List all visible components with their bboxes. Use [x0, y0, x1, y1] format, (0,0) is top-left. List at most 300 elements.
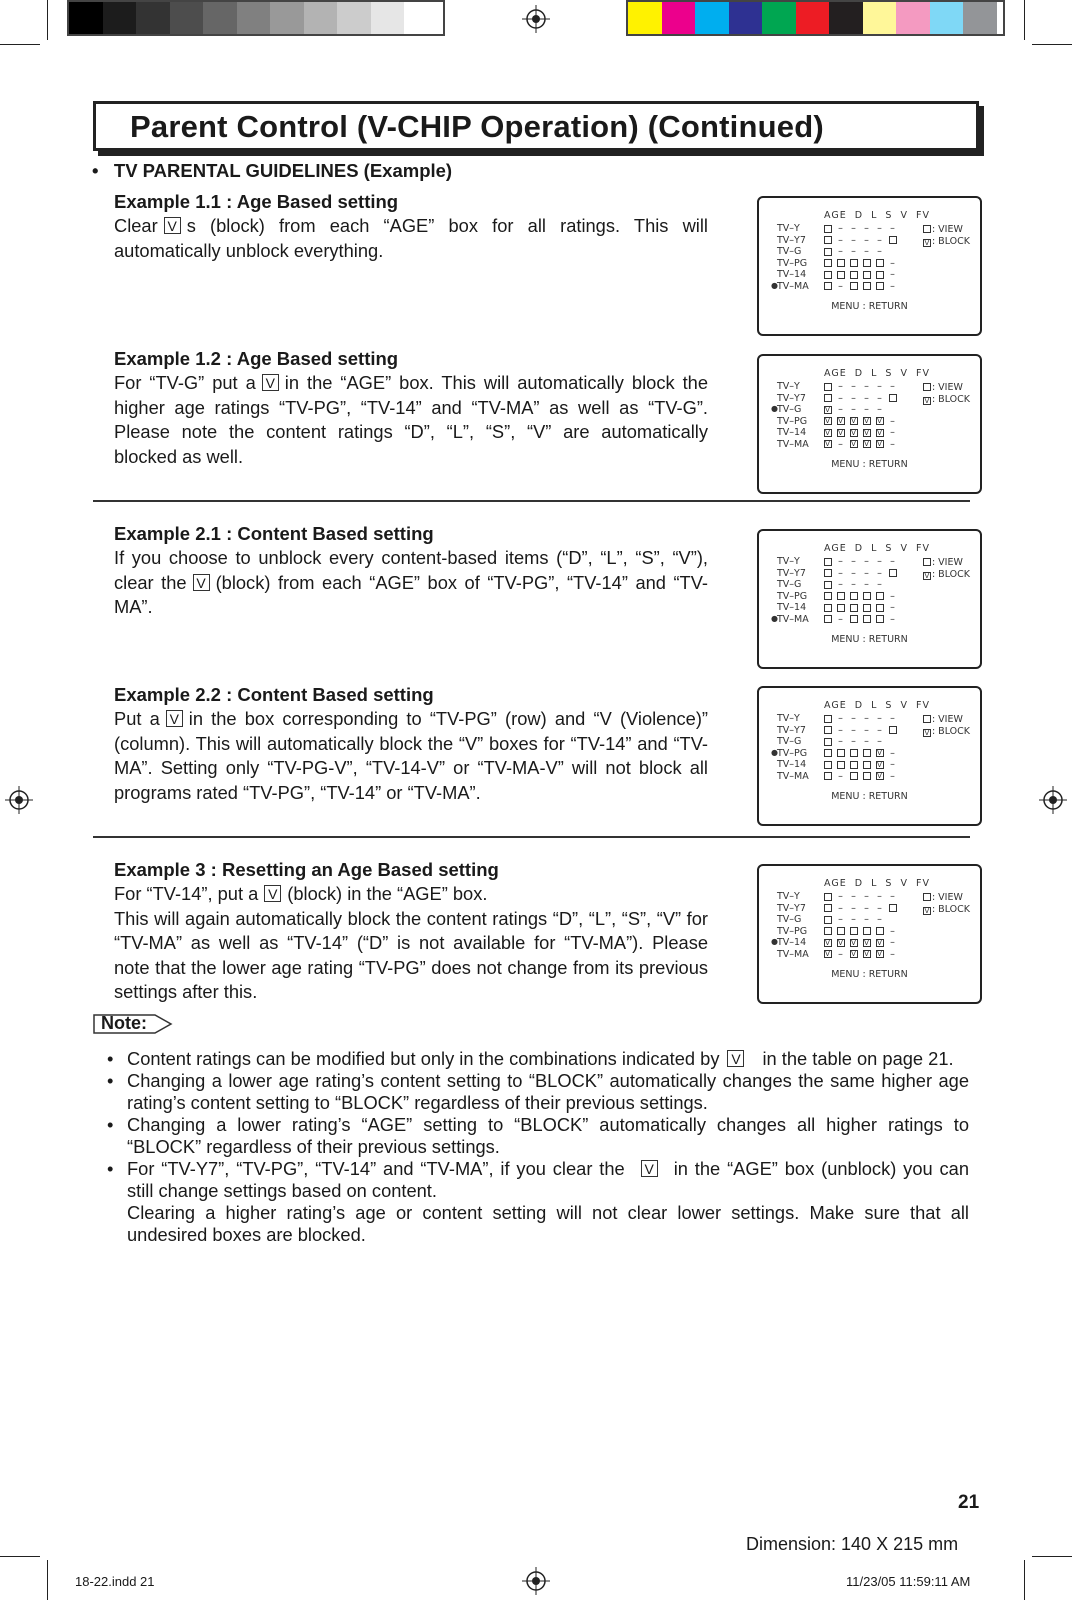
- osd-rating-label: TV–Y: [777, 891, 800, 902]
- osd-cell: –: [838, 567, 843, 579]
- color-swatch: [270, 2, 304, 34]
- color-swatch: [863, 2, 897, 34]
- empty-box-icon: [824, 772, 832, 780]
- osd-cell: –: [877, 736, 882, 747]
- empty-box-icon: [824, 715, 832, 723]
- osd-cell: [860, 258, 873, 268]
- example-heading: Example 1.2 : Age Based setting: [114, 348, 399, 369]
- osd-rating-label: TV–Y7: [777, 234, 806, 246]
- checked-box-icon: V: [838, 428, 843, 437]
- empty-box-icon: [824, 761, 832, 769]
- osd-cell: –: [838, 381, 843, 392]
- osd-cell: [834, 416, 847, 426]
- example-body: If you choose to unblock every content-based items (“D”, “L”, “S”, “V”), clear the V (block) from each “AGE” box of “TV-PG”, “TV-14” and “TV-MA”.: [114, 547, 708, 617]
- osd-menu-return: MENU : RETURN: [831, 634, 908, 645]
- osd-cell: –: [890, 713, 895, 724]
- osd-rating-row: [777, 903, 899, 915]
- registration-mark-icon: [5, 786, 33, 814]
- osd-cell: [860, 428, 873, 438]
- process-color-bar: [626, 0, 1005, 36]
- osd-rating-label: TV–MA: [777, 438, 809, 450]
- example-2-2: [114, 683, 708, 805]
- osd-cell: –: [838, 724, 843, 736]
- osd-cell: [847, 938, 860, 948]
- empty-box-icon: [824, 558, 832, 566]
- osd-cell: [821, 281, 834, 291]
- osd-rating-row: [777, 602, 899, 614]
- osd-rating-grid: [777, 381, 899, 450]
- osd-cell: [821, 614, 834, 624]
- osd-cell: [834, 760, 847, 770]
- osd-rating-row: [777, 591, 899, 603]
- color-swatch: [695, 2, 729, 34]
- osd-cell: –: [851, 902, 856, 914]
- osd-cell: –: [890, 937, 895, 948]
- empty-box-icon: [824, 225, 832, 233]
- osd-cell: [873, 926, 886, 936]
- legend-block: : BLOCK: [931, 235, 970, 247]
- osd-rating-label: TV–14: [777, 427, 807, 438]
- color-swatch: [304, 2, 338, 34]
- osd-cell: [860, 760, 873, 770]
- osd-rating-label: TV–MA: [777, 948, 809, 960]
- osd-cell: –: [864, 724, 869, 736]
- crop-mark: [1024, 1560, 1025, 1600]
- osd-cell: [821, 603, 834, 613]
- empty-box-icon: [863, 271, 871, 279]
- osd-cell: [821, 416, 834, 426]
- osd-rating-row: [777, 725, 899, 737]
- osd-rating-row: [777, 949, 899, 961]
- osd-cell: –: [851, 381, 856, 392]
- checked-box-icon: V: [825, 440, 830, 449]
- checked-box-icon: V: [877, 772, 882, 781]
- osd-menu-return: MENU : RETURN: [831, 459, 908, 470]
- osd-menu-return: MENU : RETURN: [831, 969, 908, 980]
- crop-mark: [0, 1556, 40, 1557]
- osd-cell: [860, 938, 873, 948]
- color-swatch: [404, 2, 438, 34]
- checked-box-icon: V: [851, 440, 856, 449]
- color-swatch: [69, 2, 103, 34]
- osd-cell: –: [890, 948, 895, 960]
- osd-menu-return: MENU : RETURN: [831, 301, 908, 312]
- empty-box-icon: [824, 236, 832, 244]
- osd-cell: [860, 926, 873, 936]
- osd-cell: [847, 771, 860, 781]
- empty-box-icon: [889, 726, 897, 734]
- color-swatch: [796, 2, 830, 34]
- osd-rating-label: TV–PG: [777, 590, 808, 602]
- osd-rating-label: TV–PG: [777, 257, 808, 269]
- checked-box-icon: V: [877, 938, 882, 947]
- osd-cell: –: [877, 404, 882, 415]
- checked-box-icon: V: [877, 749, 882, 758]
- osd-rating-label: TV–14: [777, 269, 807, 280]
- osd-cell: –: [877, 902, 882, 914]
- checked-box-icon: V: [877, 417, 882, 426]
- check-box-icon: V: [262, 374, 279, 391]
- osd-cell: [847, 614, 860, 624]
- osd-menu-return: MENU : RETURN: [831, 791, 908, 802]
- empty-box-icon: [824, 749, 832, 757]
- osd-cell: [886, 903, 899, 913]
- osd-cell: –: [864, 381, 869, 392]
- empty-box-icon: [824, 248, 832, 256]
- osd-cell: –: [838, 713, 843, 724]
- empty-box-icon: [863, 604, 871, 612]
- osd-cell: –: [890, 770, 895, 782]
- empty-box-icon: [850, 772, 858, 780]
- osd-legend: [923, 382, 970, 405]
- osd-cell: [821, 949, 834, 959]
- osd-rating-row: [777, 614, 899, 626]
- empty-box-icon: [876, 604, 884, 612]
- osd-cell: –: [864, 891, 869, 902]
- osd-cell: –: [838, 438, 843, 450]
- color-swatch: [762, 2, 796, 34]
- example-heading: Example 2.1 : Content Based setting: [114, 523, 434, 544]
- osd-cell: [886, 235, 899, 245]
- osd-cell: –: [864, 392, 869, 404]
- color-swatch: [237, 2, 271, 34]
- osd-rating-label: TV–14: [777, 602, 807, 613]
- empty-box-icon: [850, 271, 858, 279]
- crop-mark: [1032, 44, 1072, 45]
- osd-rating-row: [777, 269, 899, 281]
- osd-cell: –: [877, 234, 882, 246]
- osd-cell: [873, 760, 886, 770]
- osd-cell: [886, 915, 899, 925]
- osd-cell: [873, 270, 886, 280]
- osd-cell: –: [877, 713, 882, 724]
- osd-cell: –: [851, 891, 856, 902]
- osd-cell: [834, 938, 847, 948]
- osd-cell: [834, 926, 847, 936]
- osd-rating-row: [777, 713, 899, 725]
- osd-rating-label: TV–Y: [777, 223, 800, 234]
- checked-box-icon: V: [838, 417, 843, 426]
- osd-rating-label: TV–Y: [777, 556, 800, 567]
- osd-rating-label: TV–G: [777, 404, 802, 415]
- checked-box-icon: V: [825, 428, 830, 437]
- page-number: 21: [958, 1492, 980, 1513]
- osd-cell: [886, 405, 899, 415]
- empty-box-icon: [824, 604, 832, 612]
- empty-box-icon: [889, 394, 897, 402]
- selector-dot-icon: ●: [771, 747, 778, 757]
- osd-rating-label: TV–PG: [777, 925, 808, 937]
- note-label: Note:: [93, 1013, 171, 1034]
- empty-box-icon: [824, 927, 832, 935]
- legend-view: : VIEW: [931, 382, 963, 393]
- legend-view: : VIEW: [931, 892, 963, 903]
- osd-rating-row: [777, 381, 899, 393]
- checked-box-icon: V: [825, 405, 830, 414]
- checked-box-icon: V: [851, 417, 856, 426]
- osd-cell: –: [877, 223, 882, 234]
- empty-box-icon: [824, 259, 832, 267]
- osd-cell: –: [838, 891, 843, 902]
- check-box-icon: V: [193, 574, 210, 591]
- checked-box-icon: V: [825, 950, 830, 959]
- osd-rating-row: [777, 393, 899, 405]
- empty-box-icon: [850, 282, 858, 290]
- osd-legend: [923, 224, 970, 247]
- example-1-1: [114, 190, 708, 263]
- note-item: • Changing a lower rating’s “AGE” setting to “BLOCK” automatically changes all higher ratings to “BLOCK” regardless of their previous settings.: [107, 1114, 969, 1158]
- empty-box-icon: [824, 592, 832, 600]
- osd-cell: –: [890, 747, 895, 759]
- osd-cell: –: [890, 925, 895, 937]
- example-body: Clear V s (block) from each “AGE” box for all ratings. This will automatically unblock everything.: [114, 215, 708, 261]
- osd-cell: –: [851, 223, 856, 234]
- osd-rating-label: TV–G: [777, 579, 802, 590]
- osd-cell: [821, 591, 834, 601]
- osd-cell: –: [851, 567, 856, 579]
- osd-rating-grid: [777, 713, 899, 782]
- osd-cell: [873, 949, 886, 959]
- checked-box-icon: V: [851, 938, 856, 947]
- empty-box-icon: [837, 604, 845, 612]
- osd-cell: [860, 416, 873, 426]
- osd-cell: [860, 614, 873, 624]
- osd-cell: –: [851, 736, 856, 747]
- registration-mark-icon: [522, 1567, 550, 1595]
- osd-rating-row: [777, 568, 899, 580]
- checked-box-icon: V: [864, 440, 869, 449]
- checked-box-icon: V: [924, 728, 930, 737]
- selector-dot-icon: ●: [771, 280, 778, 290]
- osd-cell: [886, 580, 899, 590]
- osd-cell: [847, 439, 860, 449]
- empty-box-icon: [824, 916, 832, 924]
- osd-cell: [821, 568, 834, 578]
- footer-timestamp: 11/23/05 11:59:11 AM: [846, 1574, 971, 1589]
- osd-cell: [873, 614, 886, 624]
- empty-box-icon: [824, 581, 832, 589]
- example-heading: Example 1.1 : Age Based setting: [114, 191, 399, 212]
- checked-box-icon: V: [924, 571, 930, 580]
- osd-cell: –: [864, 567, 869, 579]
- osd-cell: –: [838, 404, 843, 415]
- osd-cell: [821, 892, 834, 902]
- osd-cell: –: [864, 736, 869, 747]
- osd-rating-label: TV–Y: [777, 381, 800, 392]
- gray-color-bar: [67, 0, 445, 36]
- osd-rating-row: [777, 914, 899, 926]
- color-swatch: [628, 2, 662, 34]
- osd-cell: –: [838, 223, 843, 234]
- osd-cell: [847, 748, 860, 758]
- title-banner: [93, 101, 979, 151]
- osd-cell: –: [864, 234, 869, 246]
- osd-cell: [860, 439, 873, 449]
- color-swatch: [896, 2, 930, 34]
- osd-rating-label: TV–Y: [777, 713, 800, 724]
- empty-box-icon: [863, 927, 871, 935]
- osd-rating-label: TV–G: [777, 914, 802, 925]
- osd-cell: [860, 771, 873, 781]
- osd-cell: –: [851, 404, 856, 415]
- osd-cell: –: [877, 246, 882, 257]
- osd-cell: [873, 591, 886, 601]
- osd-rating-row: [777, 416, 899, 428]
- osd-cell: –: [838, 948, 843, 960]
- osd-cell: –: [838, 914, 843, 925]
- osd-cell: –: [890, 438, 895, 450]
- color-swatch: [136, 2, 170, 34]
- osd-cell: [886, 568, 899, 578]
- osd-cell: –: [864, 223, 869, 234]
- osd-cell: [873, 748, 886, 758]
- note-item: • For “TV-Y7”, “TV-PG”, “TV-14” and “TV-MA”, if you clear the V in the “AGE” box (unblock) you can still change settings based on content.: [107, 1158, 969, 1202]
- osd-cell: [847, 591, 860, 601]
- osd-cell: –: [838, 579, 843, 590]
- osd-rating-row: [777, 748, 899, 760]
- example-heading: Example 3 : Resetting an Age Based setting: [114, 859, 499, 880]
- osd-cell: –: [864, 246, 869, 257]
- empty-box-icon: [923, 383, 931, 391]
- osd-cell: [860, 949, 873, 959]
- empty-box-icon: [850, 604, 858, 612]
- empty-box-icon: [923, 893, 931, 901]
- osd-rating-label: TV–PG: [777, 415, 808, 427]
- check-box-icon: V: [166, 710, 183, 727]
- empty-box-icon: [889, 904, 897, 912]
- osd-cell: –: [851, 392, 856, 404]
- osd-cell: [821, 439, 834, 449]
- osd-cell: –: [890, 759, 895, 770]
- legend-view: : VIEW: [931, 224, 963, 235]
- empty-box-icon: [824, 726, 832, 734]
- osd-cell: –: [877, 381, 882, 392]
- osd-screen-2-2: [757, 686, 982, 826]
- empty-box-icon: [923, 558, 931, 566]
- note-item: • Content ratings can be modified but only in the combinations indicated by V in the table on page 21.: [107, 1048, 969, 1070]
- osd-cell: [821, 938, 834, 948]
- osd-screen-1-2: [757, 354, 982, 494]
- osd-rating-label: TV–Y7: [777, 902, 806, 914]
- osd-cell: [886, 725, 899, 735]
- osd-cell: [821, 926, 834, 936]
- example-heading: Example 2.2 : Content Based setting: [114, 684, 434, 705]
- empty-box-icon: [863, 592, 871, 600]
- color-swatch: [930, 2, 964, 34]
- osd-header: AGE D L S V FV: [824, 700, 930, 711]
- empty-box-icon: [876, 927, 884, 935]
- checked-box-icon: V: [851, 428, 856, 437]
- osd-rating-label: TV–MA: [777, 280, 809, 292]
- empty-box-icon: [876, 271, 884, 279]
- osd-cell: [821, 247, 834, 257]
- osd-cell: –: [851, 579, 856, 590]
- empty-box-icon: [863, 259, 871, 267]
- osd-cell: [821, 714, 834, 724]
- registration-mark-icon: [1039, 786, 1067, 814]
- empty-box-icon: [863, 615, 871, 623]
- check-box-icon: V: [264, 885, 281, 902]
- check-box-icon: V: [641, 1160, 658, 1177]
- osd-cell: [847, 760, 860, 770]
- checked-box-icon: V: [924, 396, 930, 405]
- osd-cell: [821, 903, 834, 913]
- osd-cell: [873, 603, 886, 613]
- empty-box-icon: [850, 761, 858, 769]
- osd-cell: [847, 258, 860, 268]
- empty-box-icon: [923, 715, 931, 723]
- osd-rating-label: TV–Y7: [777, 567, 806, 579]
- page-title: Parent Control (V-CHIP Operation) (Continued): [130, 109, 824, 144]
- empty-box-icon: [876, 592, 884, 600]
- osd-cell: –: [838, 613, 843, 625]
- note-item: Clearing a higher rating’s age or content setting will not clear lower settings. Make sure that all undesired boxes are blocked.: [127, 1202, 969, 1245]
- osd-cell: [847, 603, 860, 613]
- osd-rating-label: TV–MA: [777, 613, 809, 625]
- osd-rating-label: TV–G: [777, 736, 802, 747]
- empty-box-icon: [837, 927, 845, 935]
- color-swatch: [963, 2, 997, 34]
- osd-cell: [847, 926, 860, 936]
- osd-rating-row: [777, 427, 899, 439]
- osd-cell: –: [851, 713, 856, 724]
- osd-cell: [886, 737, 899, 747]
- osd-cell: –: [890, 602, 895, 613]
- osd-cell: –: [838, 736, 843, 747]
- empty-box-icon: [837, 749, 845, 757]
- check-box-icon: V: [164, 217, 181, 234]
- osd-cell: –: [890, 257, 895, 269]
- empty-box-icon: [850, 592, 858, 600]
- checked-box-icon: V: [877, 428, 882, 437]
- crop-mark: [47, 0, 48, 40]
- empty-box-icon: [824, 271, 832, 279]
- empty-box-icon: [824, 738, 832, 746]
- checked-box-icon: V: [864, 938, 869, 947]
- osd-cell: –: [877, 579, 882, 590]
- empty-box-icon: [824, 383, 832, 391]
- osd-legend: [923, 714, 970, 737]
- osd-screen-1-1: [757, 196, 982, 336]
- osd-cell: [834, 591, 847, 601]
- osd-cell: –: [851, 234, 856, 246]
- osd-cell: –: [890, 427, 895, 438]
- osd-rating-row: [777, 258, 899, 270]
- osd-cell: [847, 949, 860, 959]
- empty-box-icon: [850, 615, 858, 623]
- example-body: This will again automatically block the content ratings “D”, “L”, “S”, “V” for “TV-MA” as well as “TV-14” (“D” is not available for “TV-MA”). Please note that the lower age rating “TV-PG” does not change from its previous settings after this.: [114, 907, 708, 1002]
- empty-box-icon: [837, 259, 845, 267]
- osd-cell: [860, 591, 873, 601]
- empty-box-icon: [824, 904, 832, 912]
- osd-cell: –: [851, 914, 856, 925]
- color-swatch: [203, 2, 237, 34]
- osd-rating-row: [777, 771, 899, 783]
- osd-rating-row: [777, 759, 899, 771]
- osd-screen-2-1: [757, 529, 982, 669]
- osd-cell: –: [851, 246, 856, 257]
- osd-cell: [873, 938, 886, 948]
- osd-cell: –: [890, 223, 895, 234]
- registration-mark-icon: [522, 5, 550, 33]
- example-2-1: [114, 522, 708, 620]
- osd-cell: –: [877, 891, 882, 902]
- color-swatch: [337, 2, 371, 34]
- empty-box-icon: [863, 761, 871, 769]
- osd-cell: [821, 760, 834, 770]
- osd-header: AGE D L S V FV: [824, 210, 930, 221]
- check-box-icon: V: [727, 1050, 744, 1067]
